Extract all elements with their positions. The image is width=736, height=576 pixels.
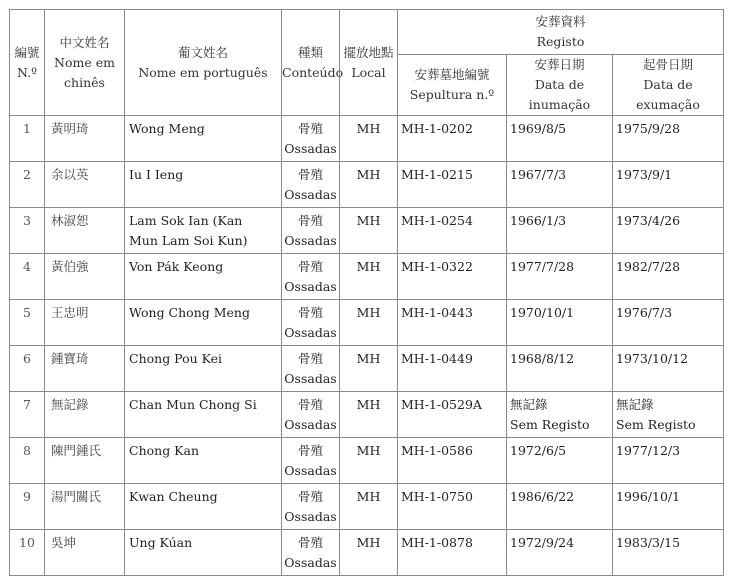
table-row	[10, 346, 724, 392]
cell-chinese-name: 黃伯強	[45, 254, 125, 300]
cell-burial-date: 無記錄 Sem Registo	[507, 392, 613, 438]
cell-exhumation-date: 無記錄 Sem Registo	[613, 392, 724, 438]
table-row	[10, 300, 724, 346]
cell-burial-date: 1967/7/3	[507, 162, 613, 208]
header-content: 種類 Conteúdo	[282, 10, 340, 116]
cell-location: MH	[340, 484, 398, 530]
table-row	[10, 254, 724, 300]
cell-location: MH	[340, 208, 398, 254]
cell-chinese-name: 余以英	[45, 162, 125, 208]
header-location: 擺放地點 Local	[340, 10, 398, 116]
cell-content: 骨殖 Ossadas	[282, 438, 340, 484]
header-registry: 安葬資料 Registo	[398, 10, 724, 55]
cell-portuguese-name: Chong Kan	[125, 438, 282, 484]
header-exhumation-date: 起骨日期 Data de exumação	[613, 55, 724, 116]
table-header	[10, 10, 724, 116]
header-portuguese-name: 葡文姓名 Nome em português	[125, 10, 282, 116]
table-row	[10, 208, 724, 254]
cell-content: 骨殖 Ossadas	[282, 392, 340, 438]
cell-grave-number: MH-1-0586	[398, 438, 507, 484]
cell-chinese-name: 林淑恕	[45, 208, 125, 254]
cell-burial-date: 1972/6/5	[507, 438, 613, 484]
cell-location: MH	[340, 116, 398, 162]
cell-content: 骨殖 Ossadas	[282, 162, 340, 208]
cell-content: 骨殖 Ossadas	[282, 254, 340, 300]
cell-portuguese-name: Wong Chong Meng	[125, 300, 282, 346]
cell-chinese-name: 湯門關氏	[45, 484, 125, 530]
cell-number: 6	[10, 346, 45, 392]
cell-exhumation-date: 1982/7/28	[613, 254, 724, 300]
cell-exhumation-date: 1983/3/15	[613, 530, 724, 576]
cell-grave-number: MH-1-0529A	[398, 392, 507, 438]
cell-content: 骨殖 Ossadas	[282, 346, 340, 392]
cell-chinese-name: 陳門鍾氏	[45, 438, 125, 484]
cell-location: MH	[340, 438, 398, 484]
document-sheet	[9, 9, 723, 576]
cell-number: 3	[10, 208, 45, 254]
cell-number: 10	[10, 530, 45, 576]
cell-location: MH	[340, 254, 398, 300]
cell-burial-date: 1972/9/24	[507, 530, 613, 576]
cell-content: 骨殖 Ossadas	[282, 530, 340, 576]
cell-content: 骨殖 Ossadas	[282, 208, 340, 254]
cell-number: 7	[10, 392, 45, 438]
cell-grave-number: MH-1-0202	[398, 116, 507, 162]
header-chinese-name: 中文姓名 Nome em chinês	[45, 10, 125, 116]
cell-number: 9	[10, 484, 45, 530]
cell-portuguese-name: Chan Mun Chong Si	[125, 392, 282, 438]
cell-burial-date: 1968/8/12	[507, 346, 613, 392]
cell-number: 2	[10, 162, 45, 208]
cell-location: MH	[340, 346, 398, 392]
header-grave-number: 安葬墓地編號 Sepultura n.º	[398, 55, 507, 116]
cell-content: 骨殖 Ossadas	[282, 484, 340, 530]
table-row	[10, 392, 724, 438]
cell-exhumation-date: 1975/9/28	[613, 116, 724, 162]
cell-location: MH	[340, 530, 398, 576]
cell-exhumation-date: 1973/10/12	[613, 346, 724, 392]
cell-content: 骨殖 Ossadas	[282, 300, 340, 346]
cell-exhumation-date: 1977/12/3	[613, 438, 724, 484]
cell-number: 4	[10, 254, 45, 300]
header-number: 編號 N.º	[10, 10, 45, 116]
cell-exhumation-date: 1976/7/3	[613, 300, 724, 346]
cell-chinese-name: 吳坤	[45, 530, 125, 576]
table-row	[10, 438, 724, 484]
header-burial-date: 安葬日期 Data de inumação	[507, 55, 613, 116]
cell-number: 8	[10, 438, 45, 484]
cell-burial-date: 1966/1/3	[507, 208, 613, 254]
cell-burial-date: 1986/6/22	[507, 484, 613, 530]
cell-chinese-name: 黃明琦	[45, 116, 125, 162]
cell-exhumation-date: 1973/4/26	[613, 208, 724, 254]
cell-grave-number: MH-1-0254	[398, 208, 507, 254]
cell-burial-date: 1970/10/1	[507, 300, 613, 346]
cell-portuguese-name: Lam Sok Ian (Kan Mun Lam Soi Kun)	[125, 208, 282, 254]
cell-grave-number: MH-1-0443	[398, 300, 507, 346]
cell-grave-number: MH-1-0449	[398, 346, 507, 392]
cell-burial-date: 1977/7/28	[507, 254, 613, 300]
cell-chinese-name: 鍾寶琦	[45, 346, 125, 392]
table-row	[10, 116, 724, 162]
cell-portuguese-name: Ung Kúan	[125, 530, 282, 576]
cell-chinese-name: 王忠明	[45, 300, 125, 346]
cell-exhumation-date: 1996/10/1	[613, 484, 724, 530]
cell-burial-date: 1969/8/5	[507, 116, 613, 162]
cell-chinese-name: 無記錄	[45, 392, 125, 438]
exhumation-table	[9, 9, 724, 576]
table-row	[10, 484, 724, 530]
cell-grave-number: MH-1-0322	[398, 254, 507, 300]
cell-portuguese-name: Von Pák Keong	[125, 254, 282, 300]
cell-grave-number: MH-1-0750	[398, 484, 507, 530]
cell-grave-number: MH-1-0878	[398, 530, 507, 576]
table-row	[10, 162, 724, 208]
table-body	[10, 116, 724, 576]
cell-grave-number: MH-1-0215	[398, 162, 507, 208]
table-row	[10, 530, 724, 576]
cell-location: MH	[340, 162, 398, 208]
cell-number: 5	[10, 300, 45, 346]
cell-number: 1	[10, 116, 45, 162]
cell-portuguese-name: Iu I Ieng	[125, 162, 282, 208]
cell-content: 骨殖 Ossadas	[282, 116, 340, 162]
cell-portuguese-name: Kwan Cheung	[125, 484, 282, 530]
cell-portuguese-name: Chong Pou Kei	[125, 346, 282, 392]
cell-portuguese-name: Wong Meng	[125, 116, 282, 162]
cell-location: MH	[340, 300, 398, 346]
cell-location: MH	[340, 392, 398, 438]
cell-exhumation-date: 1973/9/1	[613, 162, 724, 208]
